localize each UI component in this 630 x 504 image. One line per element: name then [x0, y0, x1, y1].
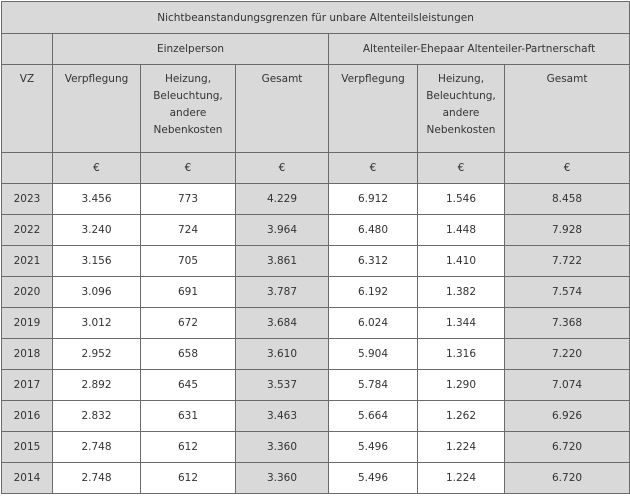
cell-couple-heizung: 1.316 [418, 339, 505, 370]
unit-label: € [329, 153, 418, 184]
cell-couple-heizung: 1.410 [418, 246, 505, 277]
group-header-single: Einzelperson [53, 34, 329, 65]
table-row [2, 215, 630, 246]
unit-label: € [141, 153, 236, 184]
cell-single-verpflegung: 2.952 [53, 339, 141, 370]
heizung-line: andere [169, 107, 207, 119]
cell-couple-gesamt: 7.722 [505, 246, 630, 277]
cell-single-gesamt: 3.463 [236, 401, 329, 432]
heizung-line: Nebenkosten [426, 124, 496, 136]
cell-single-verpflegung: 2.832 [53, 401, 141, 432]
column-header-couple-heizung [418, 65, 505, 153]
heizung-line: Heizung, [437, 73, 485, 85]
cell-couple-gesamt: 6.926 [505, 401, 630, 432]
cell-couple-verpflegung: 5.784 [329, 370, 418, 401]
table-row [2, 308, 630, 339]
cell-couple-verpflegung: 6.480 [329, 215, 418, 246]
group-spacer [2, 34, 53, 65]
cell-vz: 2016 [2, 401, 53, 432]
table-row [2, 401, 630, 432]
heizung-line: Beleuchtung, [426, 90, 496, 102]
table-row [2, 246, 630, 277]
cell-couple-verpflegung: 6.312 [329, 246, 418, 277]
cell-single-gesamt: 3.684 [236, 308, 329, 339]
group-header-couple: Altenteiler-Ehepaar Altenteiler-Partnerschaft [329, 34, 630, 65]
cell-couple-verpflegung: 5.496 [329, 432, 418, 463]
cell-single-heizung: 691 [141, 277, 236, 308]
cell-single-heizung: 724 [141, 215, 236, 246]
cell-single-heizung: 631 [141, 401, 236, 432]
table-row [2, 463, 630, 494]
cell-single-heizung: 773 [141, 184, 236, 215]
cell-vz: 2018 [2, 339, 53, 370]
cell-single-gesamt: 4.229 [236, 184, 329, 215]
cell-single-verpflegung: 3.156 [53, 246, 141, 277]
cell-single-gesamt: 3.360 [236, 463, 329, 494]
heizung-line: andere [442, 107, 480, 119]
cell-single-verpflegung: 3.012 [53, 308, 141, 339]
cell-vz: 2020 [2, 277, 53, 308]
heizung-line: Heizung, [164, 73, 212, 85]
cell-couple-gesamt: 6.720 [505, 432, 630, 463]
cell-single-gesamt: 3.787 [236, 277, 329, 308]
cell-couple-heizung: 1.224 [418, 463, 505, 494]
cell-vz: 2014 [2, 463, 53, 494]
cell-couple-verpflegung: 6.912 [329, 184, 418, 215]
cell-couple-gesamt: 7.928 [505, 215, 630, 246]
cell-vz: 2015 [2, 432, 53, 463]
column-header-single-heizung [141, 65, 236, 153]
column-header-single-verpflegung: Verpflegung [53, 65, 141, 153]
table-row [2, 184, 630, 215]
column-header-couple-gesamt: Gesamt [505, 65, 630, 153]
cell-couple-gesamt: 7.220 [505, 339, 630, 370]
cell-vz: 2022 [2, 215, 53, 246]
cell-couple-heizung: 1.262 [418, 401, 505, 432]
cell-vz: 2023 [2, 184, 53, 215]
altenteil-table [1, 1, 630, 494]
cell-couple-gesamt: 7.074 [505, 370, 630, 401]
cell-single-gesamt: 3.360 [236, 432, 329, 463]
cell-single-gesamt: 3.861 [236, 246, 329, 277]
cell-single-gesamt: 3.537 [236, 370, 329, 401]
cell-single-verpflegung: 3.240 [53, 215, 141, 246]
cell-vz: 2019 [2, 308, 53, 339]
table-row [2, 432, 630, 463]
cell-couple-verpflegung: 5.496 [329, 463, 418, 494]
unit-spacer [2, 153, 53, 184]
cell-couple-verpflegung: 5.664 [329, 401, 418, 432]
cell-couple-verpflegung: 6.192 [329, 277, 418, 308]
cell-couple-heizung: 1.546 [418, 184, 505, 215]
table-row [2, 277, 630, 308]
cell-couple-gesamt: 6.720 [505, 463, 630, 494]
cell-couple-heizung: 1.290 [418, 370, 505, 401]
unit-label: € [505, 153, 630, 184]
table-row [2, 339, 630, 370]
cell-couple-heizung: 1.448 [418, 215, 505, 246]
table-row [2, 370, 630, 401]
column-header-single-gesamt: Gesamt [236, 65, 329, 153]
heizung-line: Beleuchtung, [153, 90, 223, 102]
unit-label: € [418, 153, 505, 184]
column-header-couple-verpflegung: Verpflegung [329, 65, 418, 153]
cell-single-verpflegung: 2.748 [53, 432, 141, 463]
cell-single-heizung: 645 [141, 370, 236, 401]
table-title: Nichtbeanstandungsgrenzen für unbare Altenteilsleistungen [2, 2, 630, 34]
cell-single-verpflegung: 2.748 [53, 463, 141, 494]
cell-couple-gesamt: 8.458 [505, 184, 630, 215]
cell-single-heizung: 658 [141, 339, 236, 370]
cell-couple-heizung: 1.382 [418, 277, 505, 308]
cell-couple-gesamt: 7.368 [505, 308, 630, 339]
cell-single-verpflegung: 3.456 [53, 184, 141, 215]
cell-single-heizung: 705 [141, 246, 236, 277]
cell-couple-gesamt: 7.574 [505, 277, 630, 308]
unit-label: € [53, 153, 141, 184]
cell-single-heizung: 612 [141, 463, 236, 494]
cell-single-gesamt: 3.610 [236, 339, 329, 370]
cell-vz: 2017 [2, 370, 53, 401]
cell-couple-verpflegung: 5.904 [329, 339, 418, 370]
cell-single-gesamt: 3.964 [236, 215, 329, 246]
cell-couple-heizung: 1.224 [418, 432, 505, 463]
unit-label: € [236, 153, 329, 184]
column-header-vz: VZ [2, 65, 53, 153]
cell-single-heizung: 612 [141, 432, 236, 463]
cell-couple-heizung: 1.344 [418, 308, 505, 339]
cell-vz: 2021 [2, 246, 53, 277]
cell-single-heizung: 672 [141, 308, 236, 339]
cell-single-verpflegung: 2.892 [53, 370, 141, 401]
cell-couple-verpflegung: 6.024 [329, 308, 418, 339]
cell-single-verpflegung: 3.096 [53, 277, 141, 308]
heizung-line: Nebenkosten [153, 124, 223, 136]
